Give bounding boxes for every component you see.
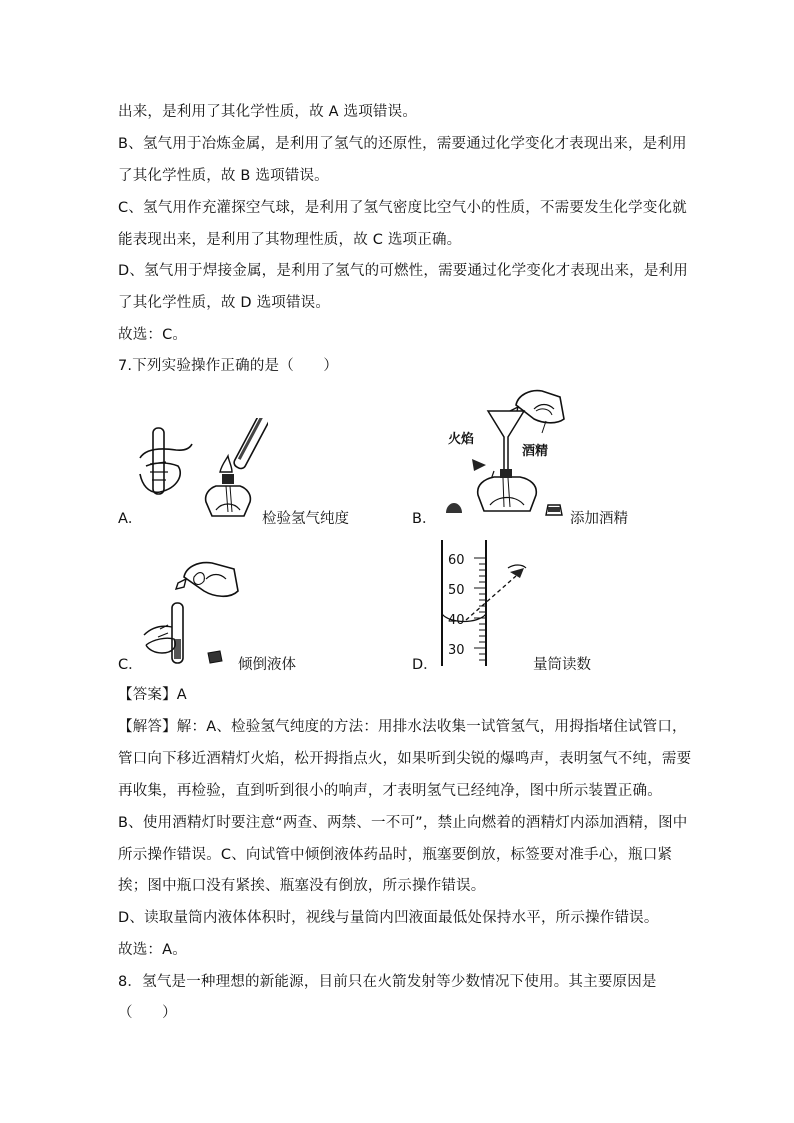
paragraph-line: B、氢气用于冶炼金属，是利用了氢气的还原性，需要通过化学变化才表现出来，是利用 [118,136,687,152]
figure-hydrogen-purity-test [138,418,268,528]
tick-60: 60 [448,553,465,568]
answer-line: 故选：C。 [118,327,188,343]
tick-40: 40 [448,613,465,628]
figure-graduated-cylinder [436,538,536,668]
analysis-line: D、读取量筒内液体体积时，视线与量筒内凹液面最低处保持水平，所示操作错误。 [118,910,659,926]
paragraph-line: 了其化学性质，故 B 选项错误。 [118,168,329,184]
analysis-line: 所示操作错误。C、向试管中倾倒液体药品时，瓶塞要倒放，标签要对准手心，瓶口紧 [118,847,673,863]
analysis-line: 管口向下移近酒精灯火焰，松开拇指点火，如果听到尖锐的爆鸣声，表明氢气不纯，需要 [118,751,692,767]
option-a-caption: 检验氢气纯度 [262,511,349,527]
option-a-letter: A． [118,511,143,527]
option-b-letter: B． [412,511,437,527]
paragraph-line: C、氢气用作充灌探空气球，是利用了氢气密度比空气小的性质，不需要发生化学变化就 [118,200,687,216]
answer-line: 故选：A。 [118,942,187,958]
figure-pouring-liquid [142,555,247,670]
analysis-line: 挨；图中瓶口没有紧挨、瓶塞没有倒放，所示操作错误。 [118,878,486,894]
option-d-caption: 量筒读数 [533,657,591,673]
option-c-letter: C． [118,657,143,673]
option-c-caption: 倾倒液体 [238,657,296,673]
paragraph-line: D、氢气用于焊接金属，是利用了氢气的可燃性，需要通过化学变化才表现出来，是利用 [118,263,688,279]
tick-30: 30 [448,643,465,658]
tick-50: 50 [448,583,465,598]
option-b-caption: 添加酒精 [570,511,628,527]
analysis-line: 再收集，再检验，直到听到很小的响声，才表明氢气已经纯净，图中所示装置正确。 [118,783,662,799]
analysis-line: B、使用酒精灯时要注意“两查、两禁、一不可”，禁止向燃着的酒精灯内添加酒精，图中 [118,815,688,831]
paragraph-line: 出来，是利用了其化学性质，故 A 选项错误。 [118,104,418,120]
analysis-line: 【解答】解：A、检验氢气纯度的方法：用排水法收集一试管氢气，用拇指堵住试管口， [118,719,687,735]
question-blank: （ ） [118,1005,177,1021]
label-flame: 火焰 [448,432,475,447]
figure-adding-alcohol [438,385,568,530]
paragraph-line: 能表现出来，是利用了其物理性质，故 C 选项正确。 [118,232,462,248]
paragraph-line: 了其化学性质，故 D 选项错误。 [118,295,331,311]
option-d-letter: D． [412,657,438,673]
question-title: 8．氢气是一种理想的新能源，目前只在火箭发射等少数情况下使用。其主要原因是 [118,974,657,990]
label-alcohol: 酒精 [522,444,549,459]
question-title: 7.下列实验操作正确的是（ ） [118,358,339,374]
answer-line: 【答案】A [118,687,187,703]
